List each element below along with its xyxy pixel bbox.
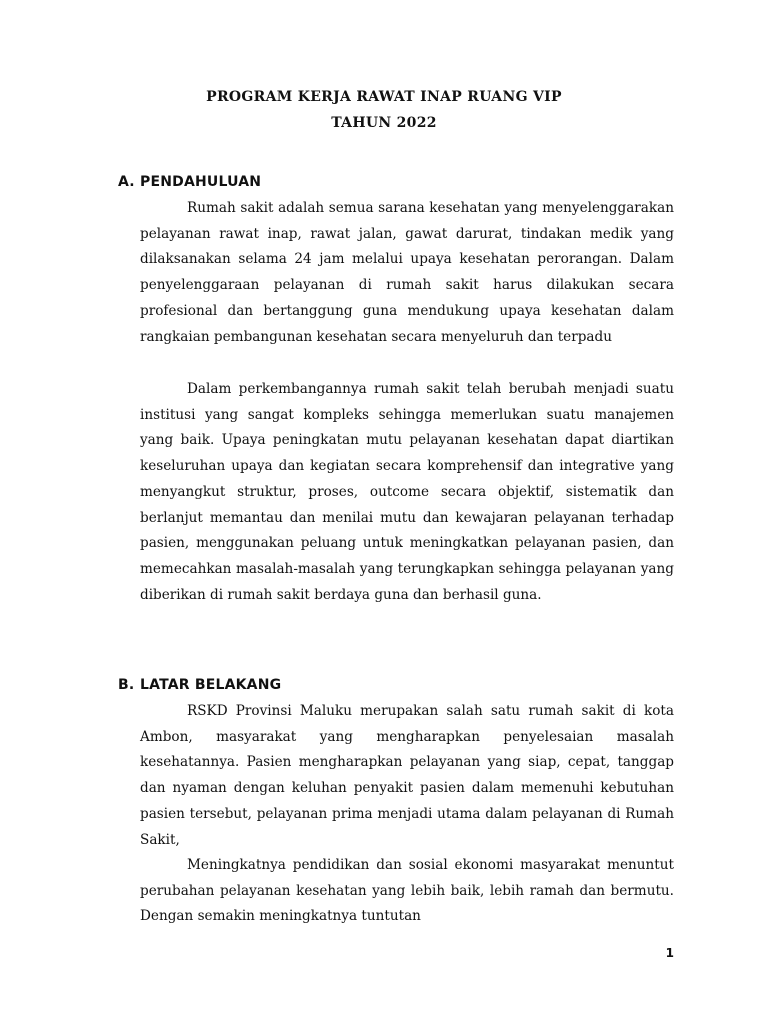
section-a-paragraph-1: Rumah sakit adalah semua sarana kesehatan yang menyelenggarakan pelayanan rawat inap, rawat jalan, gawat darurat, tindakan medik yang dilaksanakan selama 24 jam melalui upaya kesehatan perorangan. Dalam penyelenggaraan pelayanan di rumah sakit harus dilakukan secara profesional dan bertanggung guna mendukung upaya kesehatan dalam rangkaian pembangunan kesehatan secara menyeluruh dan terpadu [140,200,674,345]
section-b-paragraph-1: RSKD Provinsi Maluku merupakan salah satu rumah sakit di kota Ambon, masyarakat yang mengharapkan penyelesaian masalah kesehatannya. Pasien mengharapkan pelayanan yang siap, cepat, tanggap dan nyaman dengan keluhan penyakit pasien dalam memenuhi kebutuhan pasien tersebut, pelayanan prima menjadi utama dalam pelayanan di Rumah Sakit, [140,703,674,848]
document-year: TAHUN 2022 [331,115,437,131]
section-a-heading [118,174,261,190]
section-a-paragraph-2: Dalam perkembangannya rumah sakit telah berubah menjadi suatu institusi yang sangat kompleks sehingga memerlukan suatu manajemen yang baik. Upaya peningkatan mutu pelayanan kesehatan dapat diartikan keseluruhan upaya dan kegiatan secara komprehensif dan integrative yang menyangkut struktur, proses, outcome secara objektif, sistematik dan berlanjut memantau dan menilai mutu dan kewajaran pelayanan terhadap pasien, menggunakan peluang untuk meningkatkan pelayanan pasien, dan memecahkan masalah-masalah yang terungkapkan sehingga pelayanan yang diberikan di rumah sakit berdaya guna dan berhasil guna. [140,381,674,603]
section-b-title: LATAR BELAKANG [140,677,282,693]
section-b-letter: B. [118,677,135,693]
section-b-paragraph-2: Meningkatnya pendidikan dan sosial ekonomi masyarakat menuntut perubahan pelayanan kesehatan yang lebih baik, lebih ramah dan bermutu. Dengan semakin meningkatnya tuntutan [140,857,674,925]
section-b-heading [118,677,281,693]
page-number: 1 [665,946,674,960]
section-a-title: PENDAHULUAN [140,174,262,190]
document-title: PROGRAM KERJA RAWAT INAP RUANG VIP [206,89,562,105]
section-a-letter: A. [118,174,135,190]
